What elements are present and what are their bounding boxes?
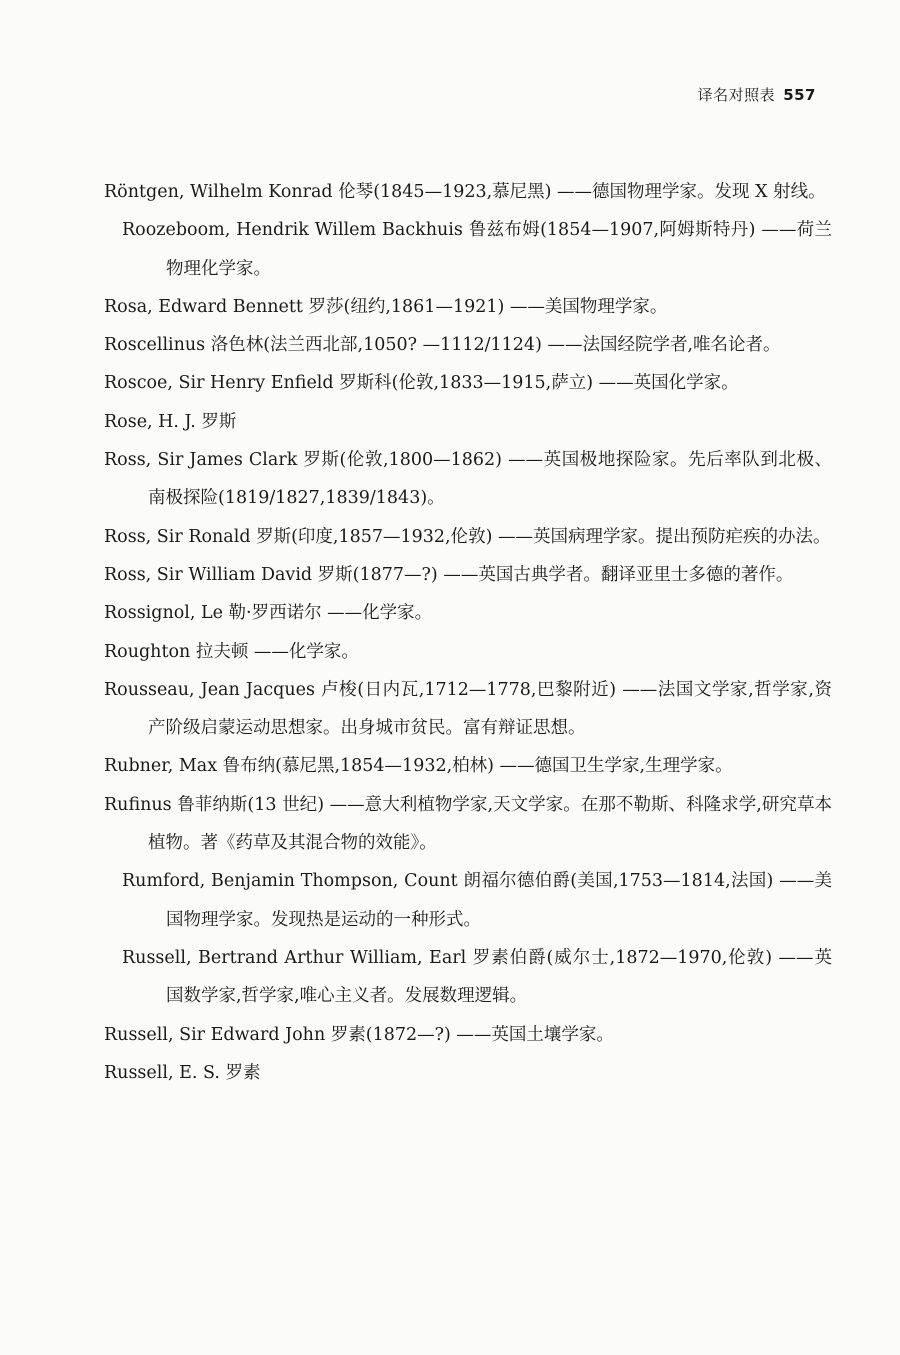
entry-rosa: Rosa, Edward Bennett 罗莎(纽约,1861—1921) ——美国物理学家。 <box>104 296 668 317</box>
header-title: 译名对照表 <box>697 86 776 104</box>
entry-rossignol: Rossignol, Le 勒·罗西诺尔 ——化学家。 <box>104 603 433 624</box>
entry-roozeboom: Roozeboom, Hendrik Willem Backhuis 鲁兹布姆(1854—1907,阿姆斯特丹) ——荷兰物理化学家。 <box>122 220 832 279</box>
entry-rufinus: Rufinus 鲁菲纳斯(13 世纪) ——意大利植物学家,天文学家。在那不勒斯、科隆求学,研究草本植物。著《药草及其混合物的效能》。 <box>104 794 832 854</box>
entry-russell-es: Russell, E. S. 罗素 <box>104 1062 261 1083</box>
entry-ross-james: Ross, Sir James Clark 罗斯(伦敦,1800—1862) ——英国极地探险家。先后率队到北极、南极探险(1819/1827,1839/1843)。 <box>104 450 832 509</box>
entry-russell-bertrand: Russell, Bertrand Arthur William, Earl 罗素伯爵(威尔士,1872—1970,伦敦) ——英国数学家,哲学家,唯心主义者。发展数理逻辑。 <box>122 947 832 1007</box>
entry-roscoe: Roscoe, Sir Henry Enfield 罗斯科(伦敦,1833—1915,萨立) ——英国化学家。 <box>104 373 739 394</box>
entry-rubner: Rubner, Max 鲁布纳(慕尼黑,1854—1932,柏林) ——德国卫生学家,生理学家。 <box>104 756 733 777</box>
entry-rumford: Rumford, Benjamin Thompson, Count 朗福尔德伯爵(美国,1753—1814,法国) ——美国物理学家。发现热是运动的一种形式。 <box>122 871 832 930</box>
entry-ross-ronald: Ross, Sir Ronald 罗斯(印度,1857—1932,伦敦) ——英国病理学家。提出预防疟疾的办法。 <box>104 526 831 547</box>
running-header <box>698 84 816 105</box>
entry-rousseau: Rousseau, Jean Jacques 卢梭(日内瓦,1712—1778,巴黎附近) ——法国文学家,哲学家,资产阶级启蒙运动思想家。出身城市贫民。富有辩证思想。 <box>104 679 832 739</box>
entry-rontgen: Röntgen, Wilhelm Konrad 伦琴(1845—1923,慕尼黑) ——德国物理学家。发现 X 射线。 <box>104 182 826 202</box>
entry-ross-william: Ross, Sir William David 罗斯(1877—?) ——英国古典学者。翻译亚里士多德的著作。 <box>104 564 794 585</box>
entry-russell-edward: Russell, Sir Edward John 罗素(1872—?) ——英国土壤学家。 <box>104 1024 614 1045</box>
entry-roscellinus: Roscellinus 洛色林(法兰西北部,1050? —1112/1124) ——法国经院学者,唯名论者。 <box>104 335 781 356</box>
page-number: 557 <box>783 86 816 104</box>
glossary-entries <box>104 173 832 1092</box>
entry-rose: Rose, H. J. 罗斯 <box>104 411 237 432</box>
entry-roughton: Roughton 拉夫顿 ——化学家。 <box>104 641 359 662</box>
